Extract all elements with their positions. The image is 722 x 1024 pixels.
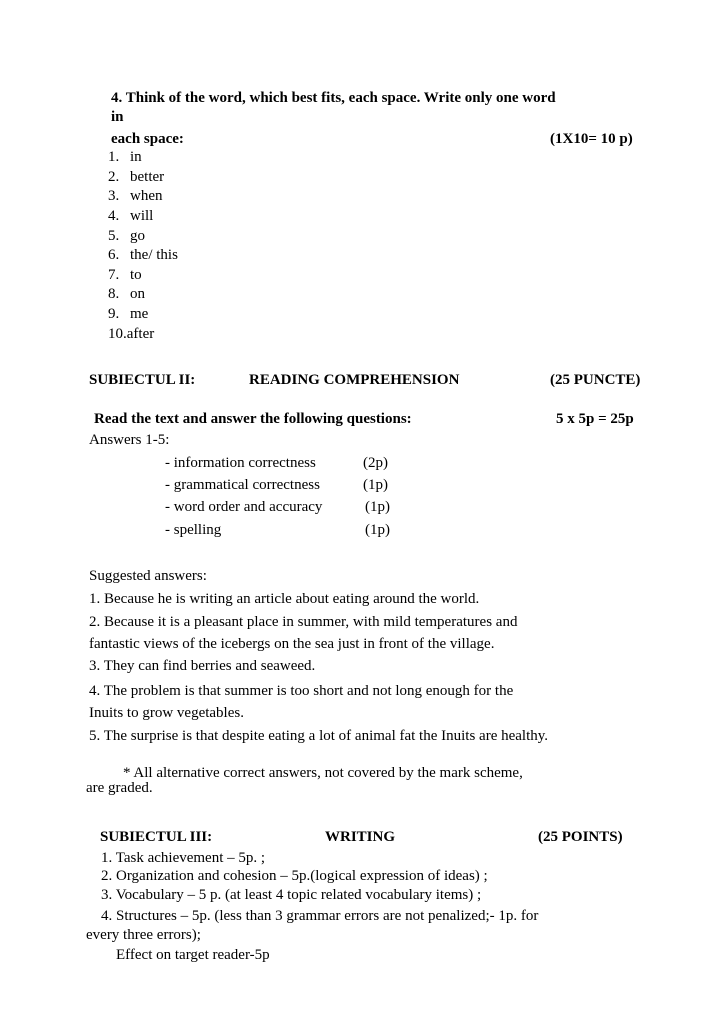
list-item	[108, 266, 142, 284]
criterion-text: - grammatical correctness	[165, 477, 320, 493]
section4-heading-line1: 4. Think of the word, which best fits, each space. Write only one word	[111, 90, 556, 106]
item-text: to	[130, 267, 142, 283]
criterion-row	[165, 521, 390, 539]
list-item	[108, 187, 163, 205]
criterion-row	[165, 454, 388, 472]
subiectul2-points: (25 PUNCTE)	[550, 372, 641, 388]
section4-score: (1X10= 10 p)	[550, 131, 633, 147]
list-item	[108, 227, 145, 245]
item-number: 2.	[108, 169, 120, 185]
subiectul2-instruction-score: 5 x 5p = 25p	[556, 411, 634, 427]
section4-heading-line3: each space:	[111, 131, 184, 147]
item-number: 5.	[108, 228, 120, 244]
item-text: will	[130, 208, 154, 224]
writing-criterion: 1. Task achievement – 5p. ;	[101, 850, 266, 866]
criterion-points: (1p)	[365, 499, 390, 515]
item-text: after	[126, 326, 155, 342]
criterion-text: - word order and accuracy	[165, 499, 323, 515]
suggested-answer-line: 1. Because he is writing an article about eating around the world.	[89, 591, 480, 607]
list-item	[108, 305, 148, 323]
item-text: go	[130, 228, 145, 244]
item-text: when	[130, 188, 163, 204]
criterion-row	[165, 498, 390, 516]
subiectul3-title: WRITING	[325, 829, 396, 845]
item-number: 8.	[108, 286, 120, 302]
item-number: 4.	[108, 208, 120, 224]
item-text: on	[130, 286, 145, 302]
criterion-points: (1p)	[365, 522, 390, 538]
note-line2: are graded.	[86, 780, 153, 796]
list-item	[108, 207, 153, 225]
subiectul2-instruction: Read the text and answer the following questions:	[94, 411, 412, 427]
criterion-points: (1p)	[363, 477, 388, 493]
list-item	[108, 325, 154, 343]
section4-heading-line2: in	[111, 109, 124, 125]
list-item	[108, 168, 164, 186]
note-line1: * All alternative correct answers, not covered by the mark scheme,	[123, 765, 523, 781]
criterion-text: - information correctness	[165, 455, 316, 471]
suggested-answer-line: fantastic views of the icebergs on the sea just in front of the village.	[89, 636, 495, 652]
suggested-answer-line: Inuits to grow vegetables.	[89, 705, 244, 721]
criterion-row	[165, 476, 388, 494]
item-text: in	[130, 149, 142, 165]
suggested-answer-line: 3. They can find berries and seaweed.	[89, 658, 316, 674]
subiectul2-title: READING COMPREHENSION	[249, 372, 460, 388]
item-number: 6.	[108, 247, 120, 263]
writing-criterion: Effect on target reader-5p	[116, 947, 270, 963]
writing-criterion: 4. Structures – 5p. (less than 3 grammar errors are not penalized;- 1p. for	[101, 908, 539, 924]
subiectul3-label: SUBIECTUL III:	[100, 829, 213, 845]
subiectul2-label: SUBIECTUL II:	[89, 372, 196, 388]
writing-criterion: every three errors);	[86, 927, 201, 943]
item-number: 7.	[108, 267, 120, 283]
suggested-answer-line: 5. The surprise is that despite eating a lot of animal fat the Inuits are healthy.	[89, 728, 549, 744]
list-item	[108, 148, 142, 166]
item-text: the/ this	[130, 247, 178, 263]
item-number: 3.	[108, 188, 120, 204]
list-item	[108, 285, 145, 303]
criterion-text: - spelling	[165, 522, 222, 538]
writing-criterion: 2. Organization and cohesion – 5p.(logical expression of ideas) ;	[101, 868, 488, 884]
suggested-label: Suggested answers:	[89, 568, 207, 584]
subiectul3-points: (25 POINTS)	[538, 829, 623, 845]
list-item	[108, 246, 178, 264]
item-number: 1.	[108, 149, 120, 165]
item-number: 10.	[108, 326, 127, 342]
item-text: better	[130, 169, 165, 185]
answers-label: Answers 1-5:	[89, 432, 170, 448]
criterion-points: (2p)	[363, 455, 388, 471]
item-text: me	[130, 306, 149, 322]
item-number: 9.	[108, 306, 120, 322]
writing-criterion: 3. Vocabulary – 5 p. (at least 4 topic related vocabulary items) ;	[101, 887, 482, 903]
suggested-answer-line: 4. The problem is that summer is too short and not long enough for the	[89, 683, 514, 699]
suggested-answer-line: 2. Because it is a pleasant place in summer, with mild temperatures and	[89, 614, 518, 630]
